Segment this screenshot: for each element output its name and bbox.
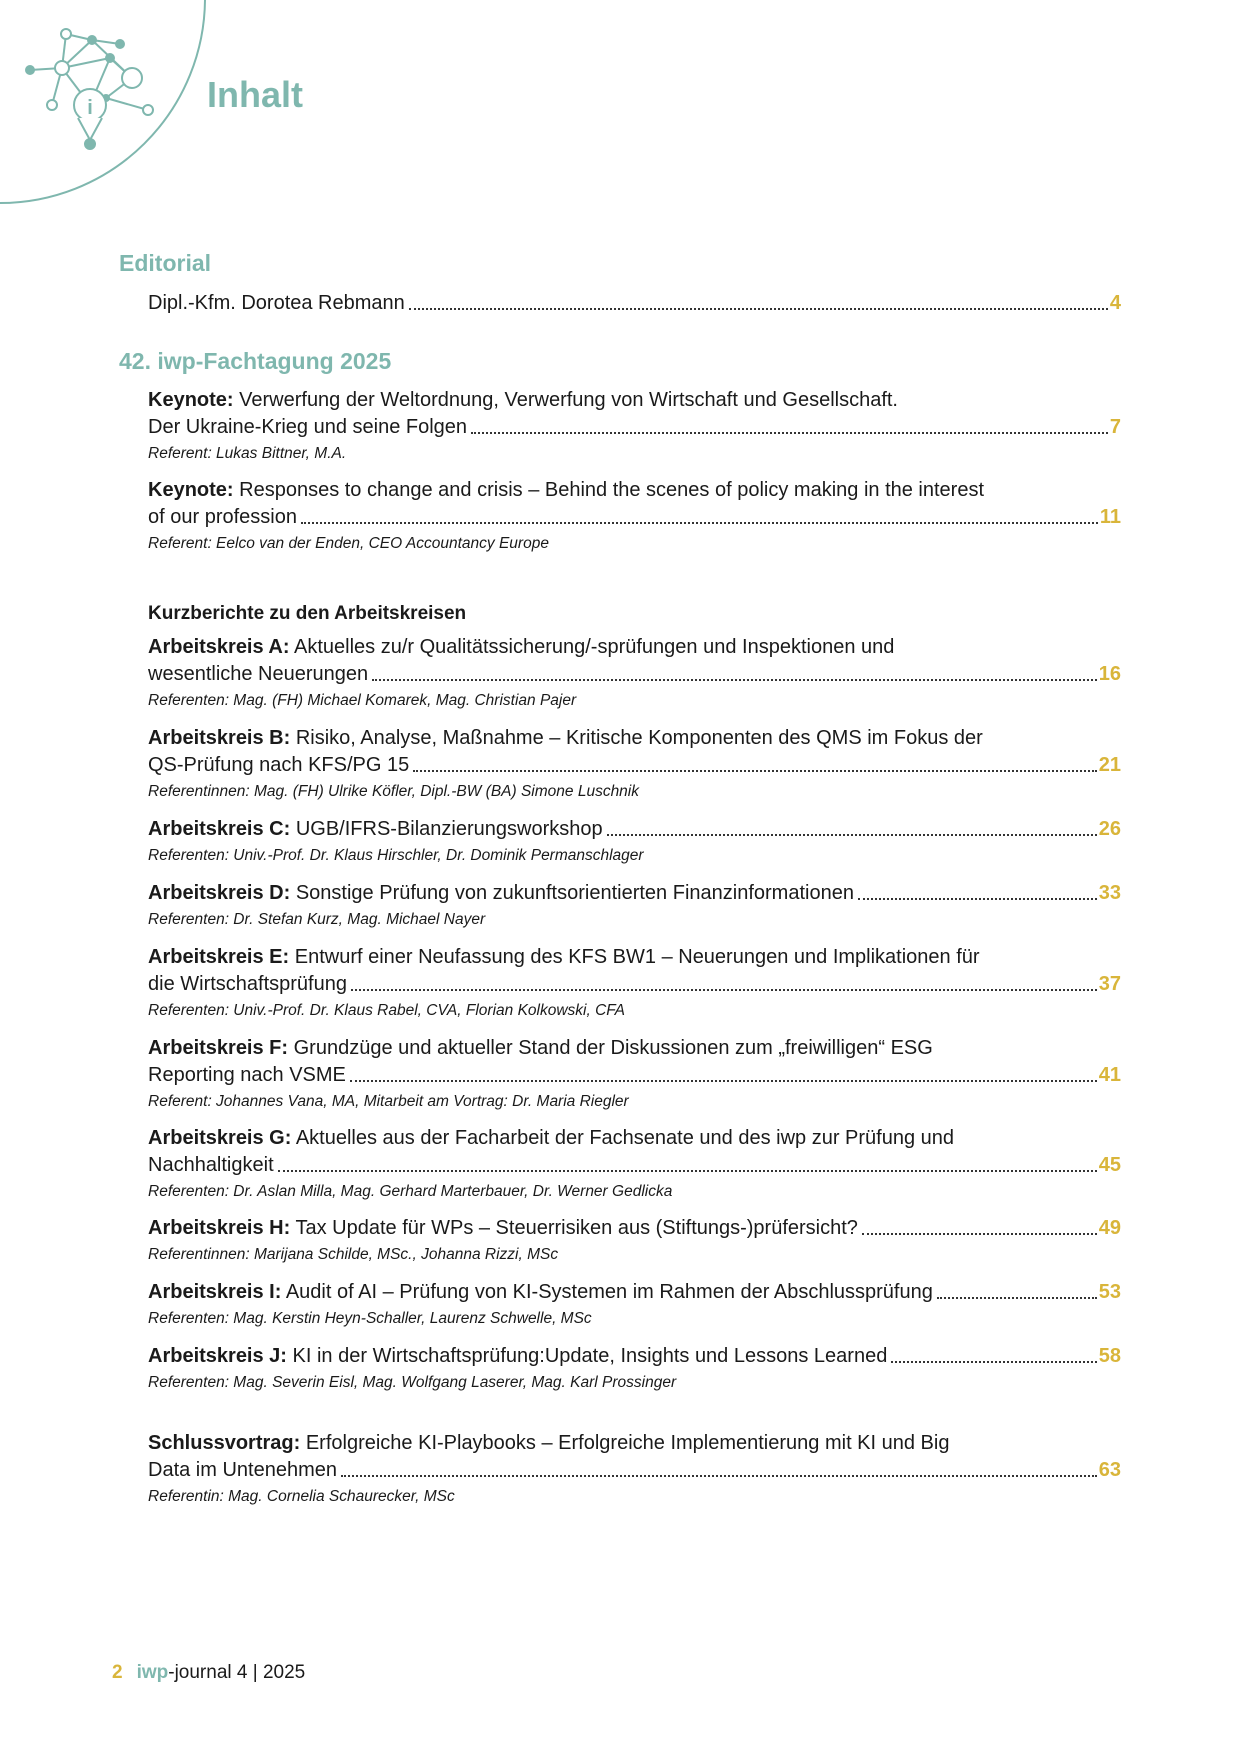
entry-text: Verwerfung der Weltordnung, Verwerfung von Wirtschaft und Gesellschaft. — [233, 389, 898, 411]
dot-leader — [413, 770, 1097, 772]
dot-leader — [351, 989, 1097, 991]
section-title-fachtagung: 42. iwp-Fachtagung 2025 — [119, 348, 392, 374]
entry-lead: Arbeitskreis D: — [148, 882, 291, 904]
toc-entry-ak-j[interactable] — [148, 1343, 1121, 1394]
entry-lead: Schlussvortrag: — [148, 1432, 301, 1454]
toc-entry-ak-f[interactable] — [148, 1035, 1121, 1113]
toc-entry-ak-i[interactable] — [148, 1279, 1121, 1330]
entry-text: Grundzüge und aktueller Stand der Diskussionen zum „freiwilligen“ ESG — [288, 1037, 933, 1059]
entry-referent: Referenten: Univ.-Prof. Dr. Klaus Hirschler, Dr. Dominik Permanschlager — [148, 847, 644, 864]
dot-leader — [350, 1080, 1097, 1082]
info-network-icon — [0, 0, 220, 210]
toc-entry-ak-e[interactable] — [148, 944, 1121, 1022]
dot-leader — [858, 898, 1097, 900]
entry-referent: Referenten: Mag. Kerstin Heyn-Schaller, Laurenz Schwelle, MSc — [148, 1310, 592, 1327]
entry-lead: Arbeitskreis A: — [148, 636, 290, 658]
dot-leader — [341, 1475, 1097, 1477]
entry-text-cont: Der Ukraine-Krieg und seine Folgen — [148, 416, 468, 438]
page-number: 7 — [1109, 416, 1121, 438]
entry-text: Risiko, Analyse, Maßnahme – Kritische Komponenten des QMS im Fokus der — [290, 727, 983, 749]
entry-referent: Referenten: Dr. Aslan Milla, Mag. Gerhard Marterbauer, Dr. Werner Gedlicka — [148, 1183, 673, 1200]
toc-entry-keynote-2[interactable] — [148, 477, 1121, 555]
footer-brand: iwp — [136, 1662, 169, 1683]
entry-text: Sonstige Prüfung von zukunftsorientierten Finanzinformationen — [290, 882, 854, 904]
dot-leader — [278, 1170, 1097, 1172]
entry-text: Dipl.-Kfm. Dorotea Rebmann — [148, 292, 405, 314]
entry-text-cont: die Wirtschaftsprüfung — [148, 973, 347, 995]
entry-text-cont: of our profession — [148, 506, 297, 528]
footer-page-number: 2 — [112, 1662, 123, 1683]
page-footer — [112, 1662, 305, 1684]
entry-lead: Arbeitskreis B: — [148, 727, 291, 749]
page-number: 37 — [1098, 973, 1121, 995]
entry-text-cont: Reporting nach VSME — [148, 1064, 346, 1086]
entry-text: Aktuelles aus der Facharbeit der Fachsenate und des iwp zur Prüfung und — [291, 1127, 955, 1149]
entry-text: Aktuelles zu/r Qualitätssicherung/-sprüfungen und Inspektionen und — [289, 636, 895, 658]
toc-entry-editorial[interactable] — [148, 290, 1121, 317]
entry-referent: Referenten: Mag. (FH) Michael Komarek, Mag. Christian Pajer — [148, 692, 577, 709]
dot-leader — [937, 1297, 1097, 1299]
page-title: Inhalt — [207, 74, 303, 115]
entry-lead: Arbeitskreis E: — [148, 946, 290, 968]
entry-text-cont: Data im Untenehmen — [148, 1459, 337, 1481]
entry-lead: Keynote: — [148, 389, 234, 411]
page-number: 49 — [1098, 1217, 1121, 1239]
toc-entry-schlussvortrag[interactable] — [148, 1430, 1121, 1508]
entry-lead: Arbeitskreis G: — [148, 1127, 292, 1149]
dot-leader — [891, 1361, 1096, 1363]
page-number: 16 — [1098, 663, 1121, 685]
page-number: 53 — [1098, 1281, 1121, 1303]
entry-text: UGB/IFRS-Bilanzierungsworkshop — [290, 818, 603, 840]
page-number: 11 — [1099, 506, 1121, 528]
page-number: 21 — [1098, 754, 1121, 776]
dot-leader — [301, 522, 1098, 524]
toc-entry-ak-c[interactable] — [148, 816, 1121, 867]
page-number: 58 — [1098, 1345, 1121, 1367]
entry-referent: Referenten: Dr. Stefan Kurz, Mag. Michael Nayer — [148, 911, 486, 928]
entry-text-cont: Nachhaltigkeit — [148, 1154, 274, 1176]
dot-leader — [409, 308, 1108, 310]
svg-text:i: i — [87, 97, 93, 119]
entry-text: Responses to change and crisis – Behind the scenes of policy making in the interest — [233, 479, 985, 501]
entry-referent: Referent: Eelco van der Enden, CEO Accountancy Europe — [148, 535, 549, 552]
entry-lead: Keynote: — [148, 479, 234, 501]
page-number: 45 — [1098, 1154, 1121, 1176]
dot-leader — [372, 679, 1097, 681]
page-number: 41 — [1098, 1064, 1121, 1086]
entry-lead: Arbeitskreis H: — [148, 1217, 291, 1239]
entry-lead: Arbeitskreis C: — [148, 818, 291, 840]
entry-referent: Referent: Johannes Vana, MA, Mitarbeit am Vortrag: Dr. Maria Riegler — [148, 1093, 629, 1110]
entry-lead: Arbeitskreis I: — [148, 1281, 282, 1303]
entry-referent: Referentinnen: Marijana Schilde, MSc., Johanna Rizzi, MSc — [148, 1246, 559, 1263]
entry-referent: Referentinnen: Mag. (FH) Ulrike Köfler, Dipl.-BW (BA) Simone Luschnik — [148, 783, 639, 800]
entry-text-cont: QS-Prüfung nach KFS/PG 15 — [148, 754, 410, 776]
dot-leader — [862, 1233, 1097, 1235]
entry-referent: Referenten: Mag. Severin Eisl, Mag. Wolfgang Laserer, Mag. Karl Prossinger — [148, 1374, 677, 1391]
entry-lead: Arbeitskreis J: — [148, 1345, 287, 1367]
dot-leader — [471, 432, 1108, 434]
toc-entry-ak-a[interactable] — [148, 634, 1121, 712]
subheading-arbeitskreise: Kurzberichte zu den Arbeitskreisen — [148, 603, 467, 624]
toc-entry-ak-h[interactable] — [148, 1215, 1121, 1266]
entry-text: KI in der Wirtschaftsprüfung:Update, Insights und Lessons Learned — [286, 1345, 888, 1367]
entry-lead: Arbeitskreis F: — [148, 1037, 289, 1059]
page-number: 63 — [1098, 1459, 1121, 1481]
page-number: 26 — [1098, 818, 1121, 840]
toc-entry-ak-d[interactable] — [148, 880, 1121, 931]
toc-entry-keynote-1[interactable] — [148, 387, 1121, 465]
entry-text: Tax Update für WPs – Steuerrisiken aus (Stiftungs-)prüfersicht? — [290, 1217, 858, 1239]
entry-text: Erfolgreiche KI-Playbooks – Erfolgreiche Implementierung mit KI und Big — [300, 1432, 950, 1454]
toc-entry-ak-g[interactable] — [148, 1125, 1121, 1203]
entry-referent: Referenten: Univ.-Prof. Dr. Klaus Rabel, CVA, Florian Kolkowski, CFA — [148, 1002, 625, 1019]
footer-journal: -journal 4 | 2025 — [168, 1662, 306, 1683]
page-number: 4 — [1109, 292, 1121, 314]
dot-leader — [607, 834, 1097, 836]
toc-entry-ak-b[interactable] — [148, 725, 1121, 803]
entry-referent: Referentin: Mag. Cornelia Schaurecker, MSc — [148, 1488, 455, 1505]
entry-text: Audit of AI – Prüfung von KI-Systemen im Rahmen der Abschlussprüfung — [281, 1281, 933, 1303]
section-title-editorial: Editorial — [119, 250, 212, 276]
page-number: 33 — [1098, 882, 1121, 904]
entry-text: Entwurf einer Neufassung des KFS BW1 – Neuerungen und Implikationen für — [289, 946, 980, 968]
entry-referent: Referent: Lukas Bittner, M.A. — [148, 445, 347, 462]
entry-text-cont: wesentliche Neuerungen — [148, 663, 369, 685]
